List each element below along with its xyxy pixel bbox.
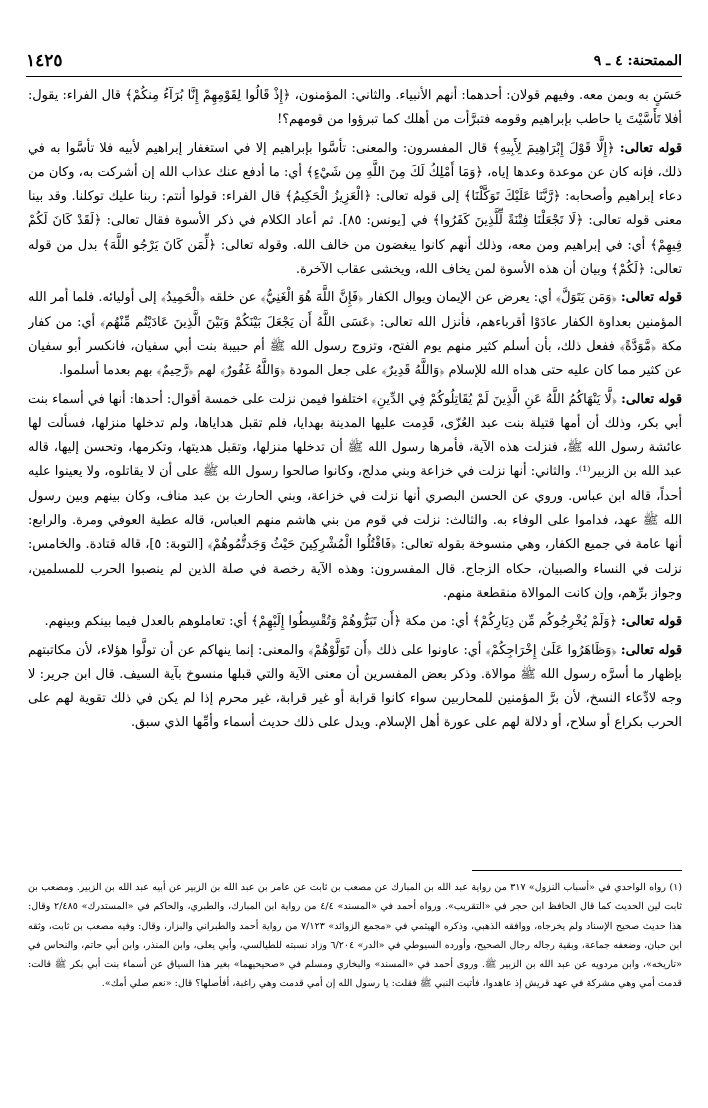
paragraph-text: ﴿وَمَن يَتَوَلَّ﴾ أي: يعرض عن الإيمان ويوال الكفار ﴿فَإِنَّ اللَّهَ هُوَ الْغَنِيُّ﴾ عن خلقه ﴿الْحَمِيدُ﴾ إلى أوليائه. فلما أمر الله المؤمنين بعداوة الكفار عادَوْا أقرباءهم، فأنزل الله تعالى: ﴿عَسَى اللَّهُ أَن يَجْعَلَ بَيْنَكُمْ وَبَيْنَ الَّذِينَ عَادَيْتُم مِّنْهُم﴾ أي: من كفار مكة ﴿مَّوَدَّةً﴾ ففعل ذلك، بأن أسلم كثير منهم يوم الفتح، وتزوج رسول الله ﷺ أم حبيبة بنت أبي سفيان، فانكسر أبو سفيان عن كثير مما كان عليه حتى هداه الله للإسلام ﴿وَاللَّهُ قَدِيرٌ﴾ على جعل المودة ﴿وَاللَّهُ غَفُورٌ﴾ لهم ﴿رَّحِيمٌ﴾ بهم بعدما أسلموا. (28, 290, 682, 379)
header-rule (26, 76, 682, 77)
paragraph (28, 84, 682, 133)
verse-label: قوله تعالى: (620, 642, 682, 658)
paragraph (28, 137, 682, 283)
paragraph-text: ﴿لَّا يَنْهَاكُمُ اللَّهُ عَنِ الَّذِينَ لَمْ يُقَاتِلُوكُمْ فِي الدِّينِ﴾ اختلفوا فيمن نزلت على خمسة أقوال: أحدها: أنها في أسماء بنت أبي بكر، وذلك أن أمها قتيلة بنت عبد العُزّى، قَدِمت عليها المدينة بهدايا، فلم تقبل هداياها، ولم تدخلها منزلها، فسألت لها عائشة رسول الله ﷺ، فنزلت هذه الآية، فأمرها رسول الله ﷺ أن تدخلها منزلها، وتقبل هديتها، وتكرمها، وتحسن إليها، قاله عبد الله بن الزبير⁽¹⁾. والثاني: أنها نزلت في خزاعة وبني مدلج، وكانوا صالحوا رسول الله ﷺ على أن لا يقاتلوه، ولا يعينوا عليه أحداً، قاله ابن عباس. وروي عن الحسن البصري أنها نزلت في خزاعة، وبني الحارث بن عبد مناف، وكان بينهم وبين رسول الله ﷺ عهد، فداموا على الوفاء به. والثالث: نزلت في قوم من بني هاشم منهم العباس، قاله عطية العوفي ومرة. والرابع: أنها عامة في جميع الكفار، وهي منسوخة بقوله تعالى: ﴿فَاقْتُلُوا الْمُشْرِكِينَ حَيْثُ وَجَدتُّمُوهُمْ﴾ [التوبة: ٥]، قاله قتادة. والخامس: نزلت في النساء والصبيان، حكاه الزجاج. قال المفسرون: وهذه الآية رخصة في صلة الذين لم ينصبوا الحرب للمسلمين، وجواز برِّهم، وإن كانت الموالاة منقطعة منهم. (28, 391, 682, 601)
page-number: ١٤٢٥ (26, 51, 63, 71)
footnote-rule (472, 870, 682, 871)
paragraph (28, 388, 682, 607)
paragraph (28, 639, 682, 736)
paragraph-text: ﴿وَلَمْ يُخْرِجُوكُم مِّن دِيَارِكُمْ﴾ أي: من مكة ﴿أَن تَبَرُّوهُمْ وَتُقْسِطُوا إِلَيْهِمْ﴾ أي: تعاملوهم بالعدل فيما بينكم وبينهم. (44, 614, 618, 630)
footnote (28, 878, 682, 1100)
paragraph-text: ﴿إِلَّا قَوْلَ إِبْرَاهِيمَ لِأَبِيهِ﴾ قال المفسرون: والمعنى: تأسَّوا بإبراهيم إلا في استغفار إبراهيم لأبيه فلا تأسَّوا به في ذلك، فإنه كان عن موعدة وعدها إياه، ﴿وَمَا أَمْلِكُ لَكَ مِنَ اللَّهِ مِن شَيْءٍ﴾ أي: ما أدفع عنك عذاب الله إن أشركت به، وكان من دعاء إبراهيم وأصحابه: ﴿رَّبَّنَا عَلَيْكَ تَوَكَّلْنَا﴾ إلى قوله تعالى: ﴿الْعَزِيزُ الْحَكِيمُ﴾ قال الفراء: قولوا أنتم: ربنا عليك توكلنا. وقد بينا معنى قوله تعالى: ﴿لَا تَجْعَلْنَا فِتْنَةً لِّلَّذِينَ كَفَرُوا﴾ في [يونس: ٨٥]. ثم أعاد الكلام في ذكر الأسوة فقال تعالى: ﴿لَقَدْ كَانَ لَكُمْ فِيهِمْ﴾ أي: في إبراهيم ومن معه، وذلك أنهم كانوا يبغضون من خالف الله. وقوله تعالى: ﴿لِّمَن كَانَ يَرْجُو اللَّهَ﴾ بدل من قوله تعالى: ﴿لَكُمْ﴾ وبيان أن هذه الأسوة لمن يخاف الله، ويخشى عقاب الآخرة. (28, 140, 682, 278)
verse-label: قوله تعالى: (620, 290, 682, 306)
footnote-text: (١) رواه الواحدي في «أسباب النزول» ٣١٧ من رواية عبد الله بن المبارك عن مصعب بن ثابت عن عامر بن عبد الله بن الزبير عن أبيه عبد الله بن الزبير. ومصعب بن ثابت لين الحديث كما قال الحافظ ابن حجر في «التقريب». ورواه أحمد في «المسند» ٤/٤ من رواية ابن المبارك، والطبري، والحاكم في «المستدرك» ٢/٤٨٥ وقال: هذا حديث صحيح الإسناد ولم يخرجاه، ووافقه الذهبي، وذكره الهيثمي في «مجمع الزوائد» ٧/١٢٣ من رواية أحمد والطبراني والبزار، وقال: وفيه مصعب بن ثابت، وثقه ابن حبان، وضعفه جماعة، وبقية رجاله رجال الصحيح، وأورده السيوطي في «الدر» ٦/٢٠٤ وزاد نسبته للطيالسي، وأبي يعلى، وابن المنذر، وابن أبي حاتم، والنحاس في «تاريخه»، وابن مردويه عن عبد الله بن الزبير ﷺ. وروى أحمد في «المسند» والبخاري ومسلم في «صحيحيهما» بغير هذا السياق عن أسماء بنت أبي بكر ﷺ قالت: قدمت أمي وهي مشركة في عهد قريش إذ عاهدوا، فأتيت النبي ﷺ فقلت: يا رسول الله إن أمي قدمت وهي راغبة، أفأصلها؟ قال: «نعم صلي أمك». (28, 882, 682, 990)
main-text (28, 84, 682, 864)
paragraph (28, 610, 682, 634)
verse-label: قوله تعالى: (619, 140, 682, 156)
paragraph-text: ﴿وَظَاهَرُوا عَلَىٰ إِخْرَاجِكُمْ﴾ أي: عاونوا على ذلك ﴿أَن تَوَلَّوْهُمْ﴾ والمعنى: إنما ينهاكم عن أن تولَّوا هؤلاء، لأن مكاتبتهم بإظهار ما أسرَّه رسول الله ﷺ موالاة. وذكر بعض المفسرين أن معنى الآية والتي قبلها منسوخ بآية السيف. قال ابن جرير: لا وجه لادِّعاء النسخ، لأن برَّ المؤمنين للمحاربين سواء كانوا قرابة أو غير قرابة، غير محرم إذا لم يكن في ذلك تقوية لهم على الحرب بكراع أو سلاح، أو دلالة لهم على عورة أهل الإسلام. ويدل على ذلك حديث أسماء وأمِّها الذي سبق. (28, 642, 682, 731)
paragraph-text: حَسَنٍ به وبمن معه. وفيهم قولان: أحدهما: أنهم الأنبياء. والثاني: المؤمنون، ﴿إِذْ قَالُوا لِقَوْمِهِمْ إِنَّا بُرَآءُ مِنكُمْ﴾ قال الفراء: يقول: أفلا تَأَسَّيْتَ يا حاطب بإبراهيم وقومه فتبرَّأت من أهلك كما تبرؤوا من قومهم؟! (28, 88, 682, 128)
page-header (26, 48, 682, 74)
paragraph (28, 286, 682, 383)
verse-label: قوله تعالى: (621, 614, 682, 630)
verse-label: قوله تعالى: (621, 391, 682, 407)
running-title: الممتحنة: ٤ ـ ٩ (593, 53, 682, 69)
